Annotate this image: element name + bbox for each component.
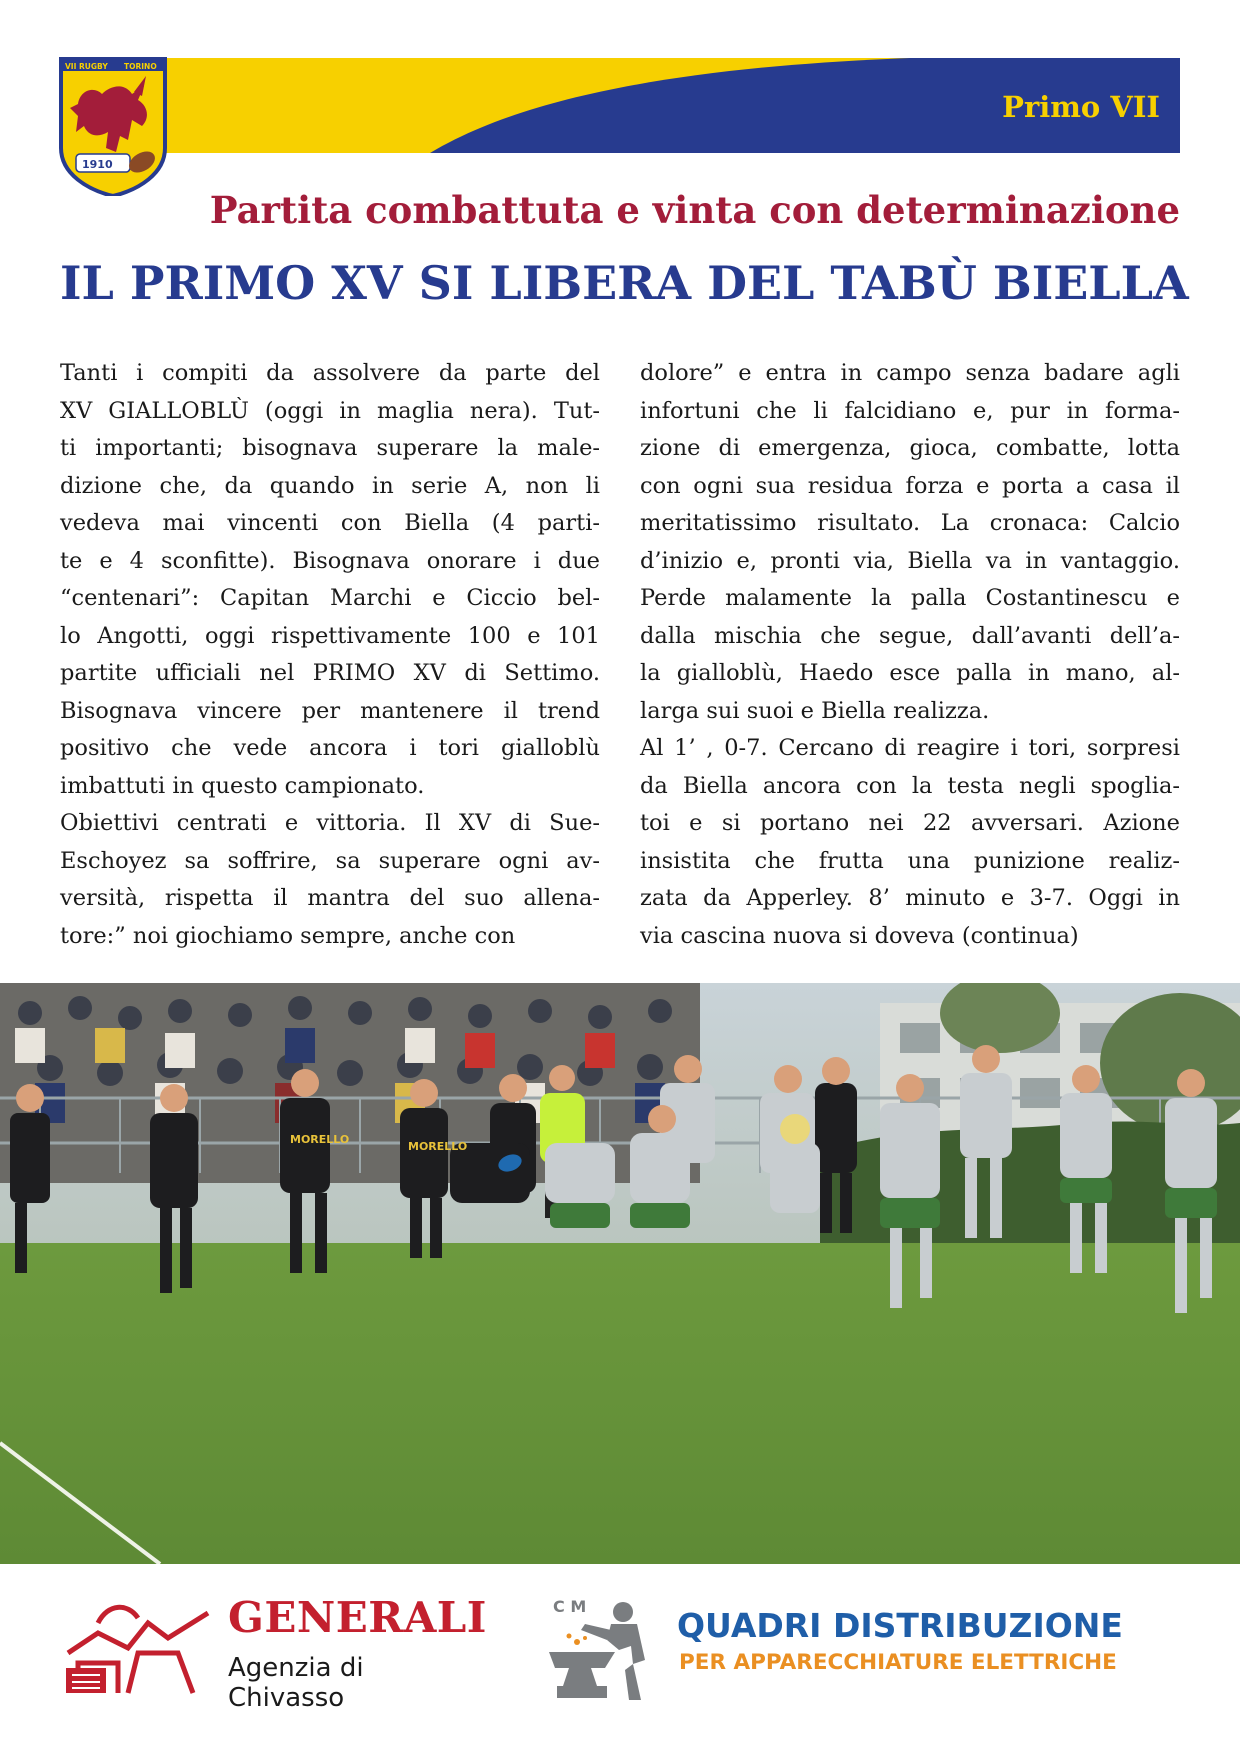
article-column-left [60,355,600,955]
jersey-sponsor-1: MORELLO [290,1133,350,1146]
section-label: Primo VII [1002,90,1160,124]
logo-year: 1910 [82,158,113,171]
article-line: via cascina nuova si doveva (continua) [640,922,1079,949]
article-line: insistita che frutta una punizione realiz- [640,847,1180,874]
logo-text-right: TORINO [124,62,157,71]
article-line: Al 1’ , 0-7. Cercano di reagire i tori, sorpresi [640,735,1180,761]
article-line: zata da Apperley. 8’ minuto e 3-7. Oggi in [640,885,1180,911]
article-line: positivo che vede ancora i tori gialloblù [60,735,600,761]
article-line: vedeva mai vincenti con Biella (4 parti- [60,510,600,536]
generali-agency: Agenzia di Chivasso [228,1653,364,1713]
article-line: versità, rispetta il mantra del suo allena- [60,885,600,911]
article-line: zione di emergenza, gioca, combatte, lotta [640,435,1180,461]
article-column-right [640,355,1180,955]
article-headline: IL PRIMO XV SI LIBERA DEL TABÙ BIELLA [60,256,1189,310]
sponsor-generali [58,1593,487,1713]
pitch [0,1243,1240,1564]
article-line: dalla mischia che segue, dall’avanti dell’a- [640,622,1180,649]
article-line: meritatissimo risultato. La cronaca: Calcio [640,510,1180,536]
article-line: infortuni che li falcidiano e, pur in forma- [640,397,1180,424]
blacksmith-anvil-icon [545,1590,665,1710]
quadri-logo-letters: C M [553,1597,587,1616]
article-line: te e 4 sconfitte). Bisognava onorare i due [60,547,600,574]
article-line: Bisognava vincere per mantenere il trend [60,697,600,724]
article-line: toi e si portano nei 22 avversari. Azione [640,810,1180,836]
article-line: “centenari”: Capitan Marchi e Ciccio bel- [60,585,600,611]
article-line: partite ufficiali nel PRIMO XV di Settimo. [60,660,600,686]
article-line: con ogni sua residua forza e porta a casa il [640,472,1180,499]
logo-text-left: VII RUGBY [65,62,108,71]
generali-lion-icon [58,1593,218,1703]
match-photo [0,983,1240,1564]
article-line: ti importanti; bisognava superare la male- [60,435,600,461]
article-subtitle: Partita combattuta e vinta con determinazione [209,188,1180,232]
article-line: Tanti i compiti da assolvere da parte del [60,360,600,386]
quadri-title: QUADRI DISTRIBUZIONE [677,1606,1123,1645]
quadri-subtitle: PER APPARECCHIATURE ELETTRICHE [679,1650,1117,1675]
article-line: imbattuti in questo campionato. [60,772,425,799]
club-logo [58,56,168,196]
article-line: Perde malamente la palla Costantinescu e [640,585,1180,611]
article-line: la gialloblù, Haedo esce palla in mano, al- [640,660,1180,686]
sponsor-quadri [545,1590,1185,1710]
article-line: d’inizio e, pronti via, Biella va in vantaggio. [640,547,1180,574]
article-line: Eschoyez sa soffrire, sa superare ogni av- [60,847,600,874]
jersey-sponsor-2: MORELLO [408,1140,468,1153]
article-line: XV GIALLOBLÙ (oggi in maglia nera). Tut- [60,397,600,424]
article-line: da Biella ancora con la testa negli spoglia- [640,772,1180,799]
article-line: larga sui suoi e Biella realizza. [640,697,990,724]
article-line: tore:” noi giochiamo sempre, anche con [60,922,516,949]
article-line: lo Angotti, oggi rispettivamente 100 e 101 [60,622,600,649]
generali-name: GENERALI [228,1593,487,1642]
article-line: Obiettivi centrati e vittoria. Il XV di Sue- [60,810,600,836]
article-line: dolore” e entra in campo senza badare agli [640,360,1180,386]
article-line: dizione che, da quando in serie A, non li [60,472,600,499]
